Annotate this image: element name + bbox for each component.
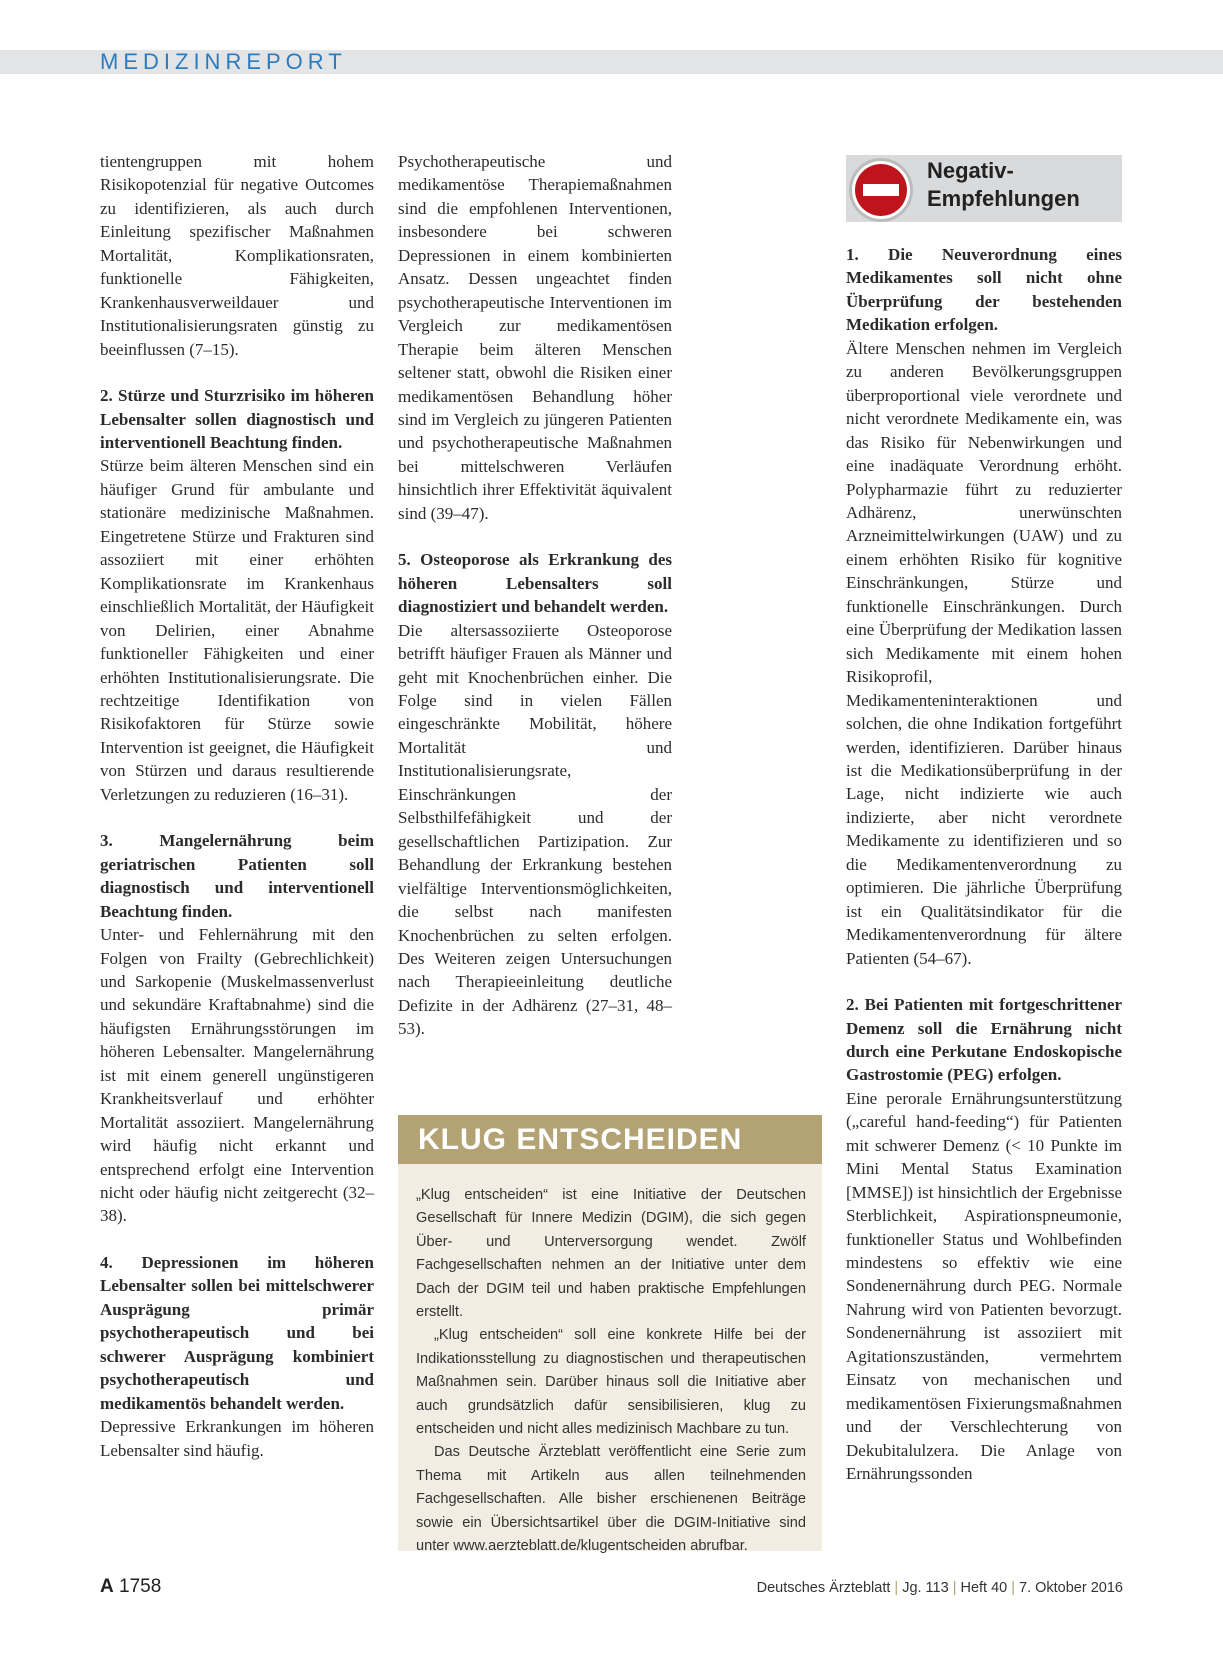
recommendation-heading: 5. Osteoporose als Erkrankung des höheren Lebensalters soll diagnostiziert und behandelt werden. (398, 550, 672, 617)
page-number (100, 1576, 161, 1598)
column-2 (398, 150, 672, 1041)
paragraph: Unter- und Fehlernährung mit den Folgen von Frailty (Gebrechlichkeit) und Sarkopenie (Muskelmassenverlust und sekundäre Kraftabnahme) sind die häufigsten Ernährungsstörungen im höheren Lebensalter. Mangelernährung ist mit einem generell ungünstigeren Krankheitsverlauf und erhöhter Mortalität assoziiert. Mangelernährung wird häufig nicht erkannt und entsprechend erfolgt eine Intervention nicht oder häufig nicht zeitgerecht (32–38). (100, 925, 374, 1226)
journal-volume: Jg. 113 (902, 1580, 949, 1596)
paragraph: Ältere Menschen nehmen im Vergleich zu anderen Bevölkerungsgruppen überproportional viele verordnete und nicht verordnete Medikamente ein, was das Risiko für Nebenwirkungen und eine inadäquate Verordnung erhöht. Polypharmazie führt zu reduzierter Adhärenz, unerwünschten Arzneimittelwirkungen (UAW) und zu einem erhöhten Risiko für kognitive Einschränkungen, Stürze und funktionelle Einschränkungen. Durch eine Überprüfung der Medikation lassen sich Medikamente mit einem hohen Risikoprofil, Medikamenteninteraktionen und solchen, die ohne Indikation fortgeführt werden, identifizieren. Darüber hinaus ist die Medikationsüberprüfung in der Lage, nicht indizierte wie auch indizierte, aber nicht verordnete Medikamente zu identifizieren und so die Medikamentenverordnung zu optimieren. Die jährliche Überprüfung ist ein Qualitätsindikator für die Medikamentenverordnung für ältere Patienten (54–67). (846, 338, 1122, 968)
separator: | (894, 1580, 899, 1596)
paragraph: Depressive Erkrankungen im höheren Lebensalter sind häufig. (100, 1417, 374, 1460)
section-title: MEDIZINREPORT (100, 49, 347, 74)
recommendation-heading: 1. Die Neuverordnung eines Medikamentes soll nicht ohne Überprüfung der bestehenden Medikation erfolgen. (846, 245, 1122, 335)
paragraph: tientengruppen mit hohem Risikopotenzial für negative Outcomes zu identifizieren, als auch durch Einleitung spezifischer Maßnahmen Mortalität, Komplikationsraten, funktionelle Fähigkeiten, Krankenhausverweildauer und Institutionalisierungsraten günstig zu beeinflussen (7–15). (100, 152, 374, 359)
paragraph: Eine perorale Ernährungsunterstützung („careful hand-feeding“) für Patienten mit schwerer Demenz (< 10 Punkte im Mini Mental Status Examination [MMSE]) ist hinsichtlich der Ergebnisse Sterblichkeit, Aspirationspneumonie, funktioneller Status und Wohlbefinden mindestens so effektiv wie eine Sondenernährung durch PEG. Normale Nahrung wird von Patienten bevorzugt. Sondenernährung ist assoziiert mit Agitationszuständen, vermehrtem Einsatz von mechanischen und medikamentösen Fixierungsmaßnahmen und der Verschlechterung von Dekubitalulzera. Die Anlage von Ernährungssonden (846, 1088, 1122, 1484)
separator: | (1011, 1580, 1015, 1596)
separator: | (952, 1580, 957, 1596)
negativ-title (927, 157, 1080, 213)
journal-issue: Heft 40 (960, 1580, 1008, 1596)
negativ-title-line2: Empfehlungen (927, 186, 1080, 211)
journal-name: Deutsches Ärzteblatt (756, 1580, 891, 1596)
stop-minus-icon (848, 157, 914, 223)
page-letter: A (100, 1576, 114, 1597)
negativ-title-line1: Negativ- (927, 158, 1014, 183)
klug-entscheiden-title: KLUG ENTSCHEIDEN (418, 1123, 743, 1156)
column-1 (100, 150, 374, 1462)
recommendation-heading: 4. Depressionen im höheren Lebensalter sollen bei mittelschwerer Ausprägung primär psychotherapeutisch und bei schwerer Ausprägung kombiniert psychotherapeutisch und medikamentös behandelt werden. (100, 1252, 374, 1413)
paragraph: Die altersassoziierte Osteoporose betrifft häufiger Frauen als Männer und geht mit Knochenbrüchen einher. Die Folge sind in vielen Fällen eingeschränkte Mobilität, höhere Mortalität und Institutionalisierungsrate, Einschränkungen der Selbsthilfefähigkeit und der gesellschaftlichen Partizipation. Zur Behandlung der Erkrankung bestehen vielfältige Interventionsmöglichkeiten, die selbst nach manifesten Knochenbrüchen zu selten erfolgen. Des Weiteren zeigen Untersuchungen nach Therapieeinleitung deutliche Defizite in der Adhärenz (27–31, 48–53). (398, 620, 672, 1039)
klug-paragraph: „Klug entscheiden“ soll eine konkrete Hilfe bei der Indikationsstellung zu diagnostischen und therapeutischen Maßnahmen sein. Darüber hinaus soll die Initiative aber auch grundsätzlich dafür sensibilisieren, klug zu entscheiden und nicht alles medizinisch Machbare zu tun. (416, 1327, 806, 1438)
recommendation-heading: 2. Stürze und Sturzrisiko im höheren Lebensalter sollen diagnostisch und interventionell Beachtung finden. (100, 386, 374, 452)
recommendation-heading: 2. Bei Patienten mit fortgeschrittener Demenz soll die Ernährung nicht durch eine Perkutane Endoskopische Gastrostomie (PEG) erfolgen. (846, 995, 1122, 1085)
column-3 (846, 243, 1122, 1486)
paragraph: Psychotherapeutische und medikamentöse Therapiemaßnahmen sind die empfohlenen Interventionen, insbesondere bei schweren Depressionen in einem kombinierten Ansatz. Dessen ungeachtet finden psychotherapeutische Interventionen im Vergleich zur medikamentösen Therapie beim älteren Menschen seltener statt, obwohl die Risiken einer medikamentösen Behandlung höher sind im Vergleich zu jüngeren Patienten und psychotherapeutische Maßnahmen bei mittelschweren Verläufen hinsichtlich ihrer Effektivität äquivalent sind (39–47). (398, 152, 672, 523)
paragraph: Stürze beim älteren Menschen sind ein häufiger Grund für ambulante und stationäre medizinische Maßnahmen. Eingetretene Stürze und Frakturen sind assoziiert mit einer erhöhten Komplikationsrate im Krankenhaus einschließlich Mortalität, der Häufigkeit von Delirien, einer Abnahme funktioneller Fähigkeiten und einer erhöhten Institutionalisierungsrate. Die rechtzeitige Identifikation von Risikofaktoren für Stürze sowie Intervention ist geeignet, die Häufigkeit von Stürzen und daraus resultierende Verletzungen zu reduzieren (16–31). (100, 456, 374, 804)
page-number-value: 1758 (119, 1576, 162, 1597)
recommendation-heading: 3. Mangelernährung beim geriatrischen Patienten soll diagnostisch und interventionell Beachtung finden. (100, 831, 374, 921)
journal-info (757, 1580, 1123, 1596)
journal-date: 7. Oktober 2016 (1019, 1580, 1123, 1596)
klug-paragraph: Das Deutsche Ärzteblatt veröffentlicht eine Serie zum Thema mit Artikeln aus allen teilnehmenden Fachgesellschaften. Alle bisher erschienenen Beiträge sowie ein Übersichtsartikel über die DGIM-Initiative sind unter www.aerzteblatt.de/klugentscheiden abrufbar. (416, 1444, 806, 1555)
klug-paragraph: „Klug entscheiden“ ist eine Initiative der Deutschen Gesellschaft für Innere Medizin (DGIM), die sich gegen Über- und Unterversorgung wendet. Zwölf Fachgesellschaften nehmen an der Initiative unter dem Dach der DGIM teil und haben praktische Empfehlungen erstellt. (416, 1187, 806, 1321)
klug-entscheiden-body (416, 1184, 806, 1559)
